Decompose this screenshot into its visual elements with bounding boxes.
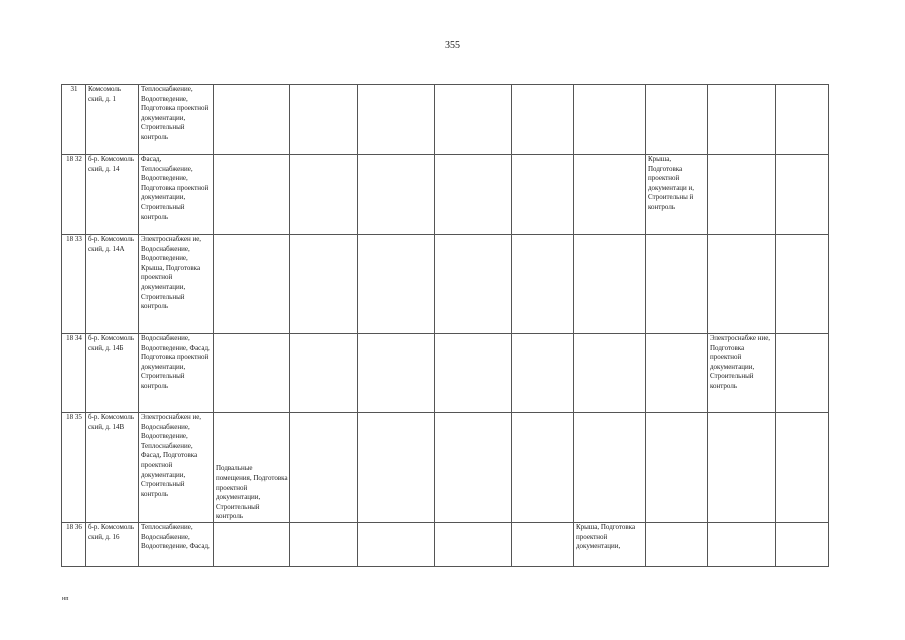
year-cell: [574, 413, 646, 523]
year-cell: [290, 85, 358, 155]
year-cell: [214, 85, 290, 155]
row-number: 18 32: [62, 155, 86, 235]
year-cell: [435, 334, 512, 413]
year-cell: [435, 523, 512, 567]
address-cell: б-р. Комсомоль ский, д. 14В: [86, 413, 139, 523]
year-cell: [290, 334, 358, 413]
year-cell: [776, 235, 829, 334]
year-cell: [358, 155, 435, 235]
year-cell: [708, 523, 776, 567]
works-cell: Фасад, Теплоснабжение, Водоотведение, Подготовка проектной документации, Строительный контроль: [139, 155, 214, 235]
year-cell: [435, 85, 512, 155]
year-cell: [708, 235, 776, 334]
year-cell: [776, 155, 829, 235]
year-cell: [776, 85, 829, 155]
year-cell: [512, 155, 574, 235]
year-cell: [512, 235, 574, 334]
page-number: 355: [445, 40, 460, 51]
year-cell: [214, 155, 290, 235]
address-cell: б-р. Комсомоль ский, д. 16: [86, 523, 139, 567]
row-number: 18 33: [62, 235, 86, 334]
table-row: [62, 155, 829, 235]
table-row: [62, 85, 829, 155]
year-cell: [358, 85, 435, 155]
year-cell: [708, 413, 776, 523]
year-cell: [646, 85, 708, 155]
year-cell: [435, 235, 512, 334]
year-cell: [214, 334, 290, 413]
year-cell: [574, 235, 646, 334]
year-cell: [574, 155, 646, 235]
table-row: [62, 235, 829, 334]
year-cell: [708, 155, 776, 235]
works-cell: Теплоснабжение, Водоснабжение, Водоотведение, Фасад,: [139, 523, 214, 567]
year-cell: [358, 235, 435, 334]
year-cell: [776, 413, 829, 523]
year-cell: [574, 85, 646, 155]
row-number: 31: [62, 85, 86, 155]
year-cell: [646, 413, 708, 523]
works-cell: Электроснабжен ие, Водоснабжение, Водоотведение, Теплоснабжение, Фасад, Подготовка проектной документации, Строительный контроль: [139, 413, 214, 523]
capital-repair-schedule-table: [61, 84, 829, 567]
row-number: 18 34: [62, 334, 86, 413]
year-cell: [290, 155, 358, 235]
year-cell: [358, 334, 435, 413]
year-cell: [512, 523, 574, 567]
year-cell: [776, 523, 829, 567]
year-cell: Крыша, Подготовка проектной документаци и, Строительны й контроль: [646, 155, 708, 235]
year-cell: [290, 413, 358, 523]
year-cell: [512, 85, 574, 155]
year-cell: [290, 523, 358, 567]
address-cell: Комсомоль ский, д. 1: [86, 85, 139, 155]
year-cell: [776, 334, 829, 413]
year-cell: [646, 523, 708, 567]
works-cell: Теплоснабжение, Водоотведение, Подготовка проектной документации, Строительный контроль: [139, 85, 214, 155]
address-cell: б-р. Комсомоль ский, д. 14Б: [86, 334, 139, 413]
table-row: [62, 334, 829, 413]
year-cell: [214, 235, 290, 334]
works-cell: Водоснабжение, Водоотведение, Фасад, Подготовка проектной документации, Строительный контроль: [139, 334, 214, 413]
year-cell: Электроснабже ние, Подготовка проектной документации, Строительный контроль: [708, 334, 776, 413]
year-cell: [574, 334, 646, 413]
year-cell: [358, 413, 435, 523]
year-cell: Крыша, Подготовка проектной документации,: [574, 523, 646, 567]
year-cell: [708, 85, 776, 155]
row-number: 18 35: [62, 413, 86, 523]
table-row: [62, 413, 829, 523]
year-cell: [512, 413, 574, 523]
footer-mark: нп: [62, 596, 69, 602]
address-cell: б-р. Комсомоль ский, д. 14А: [86, 235, 139, 334]
year-cell: Подвальные помещения, Подготовка проектной документации, Строительный контроль: [214, 413, 290, 523]
year-cell: [512, 334, 574, 413]
year-cell: [290, 235, 358, 334]
year-cell: [214, 523, 290, 567]
table-row: [62, 523, 829, 567]
year-cell: [435, 413, 512, 523]
year-cell: [646, 235, 708, 334]
row-number: 18 36: [62, 523, 86, 567]
year-cell: [358, 523, 435, 567]
year-cell: [435, 155, 512, 235]
works-cell: Электроснабжен ие, Водоснабжение, Водоотведение, Крыша, Подготовка проектной документации, Строительный контроль: [139, 235, 214, 334]
address-cell: б-р. Комсомоль ский, д. 14: [86, 155, 139, 235]
year-cell: [646, 334, 708, 413]
